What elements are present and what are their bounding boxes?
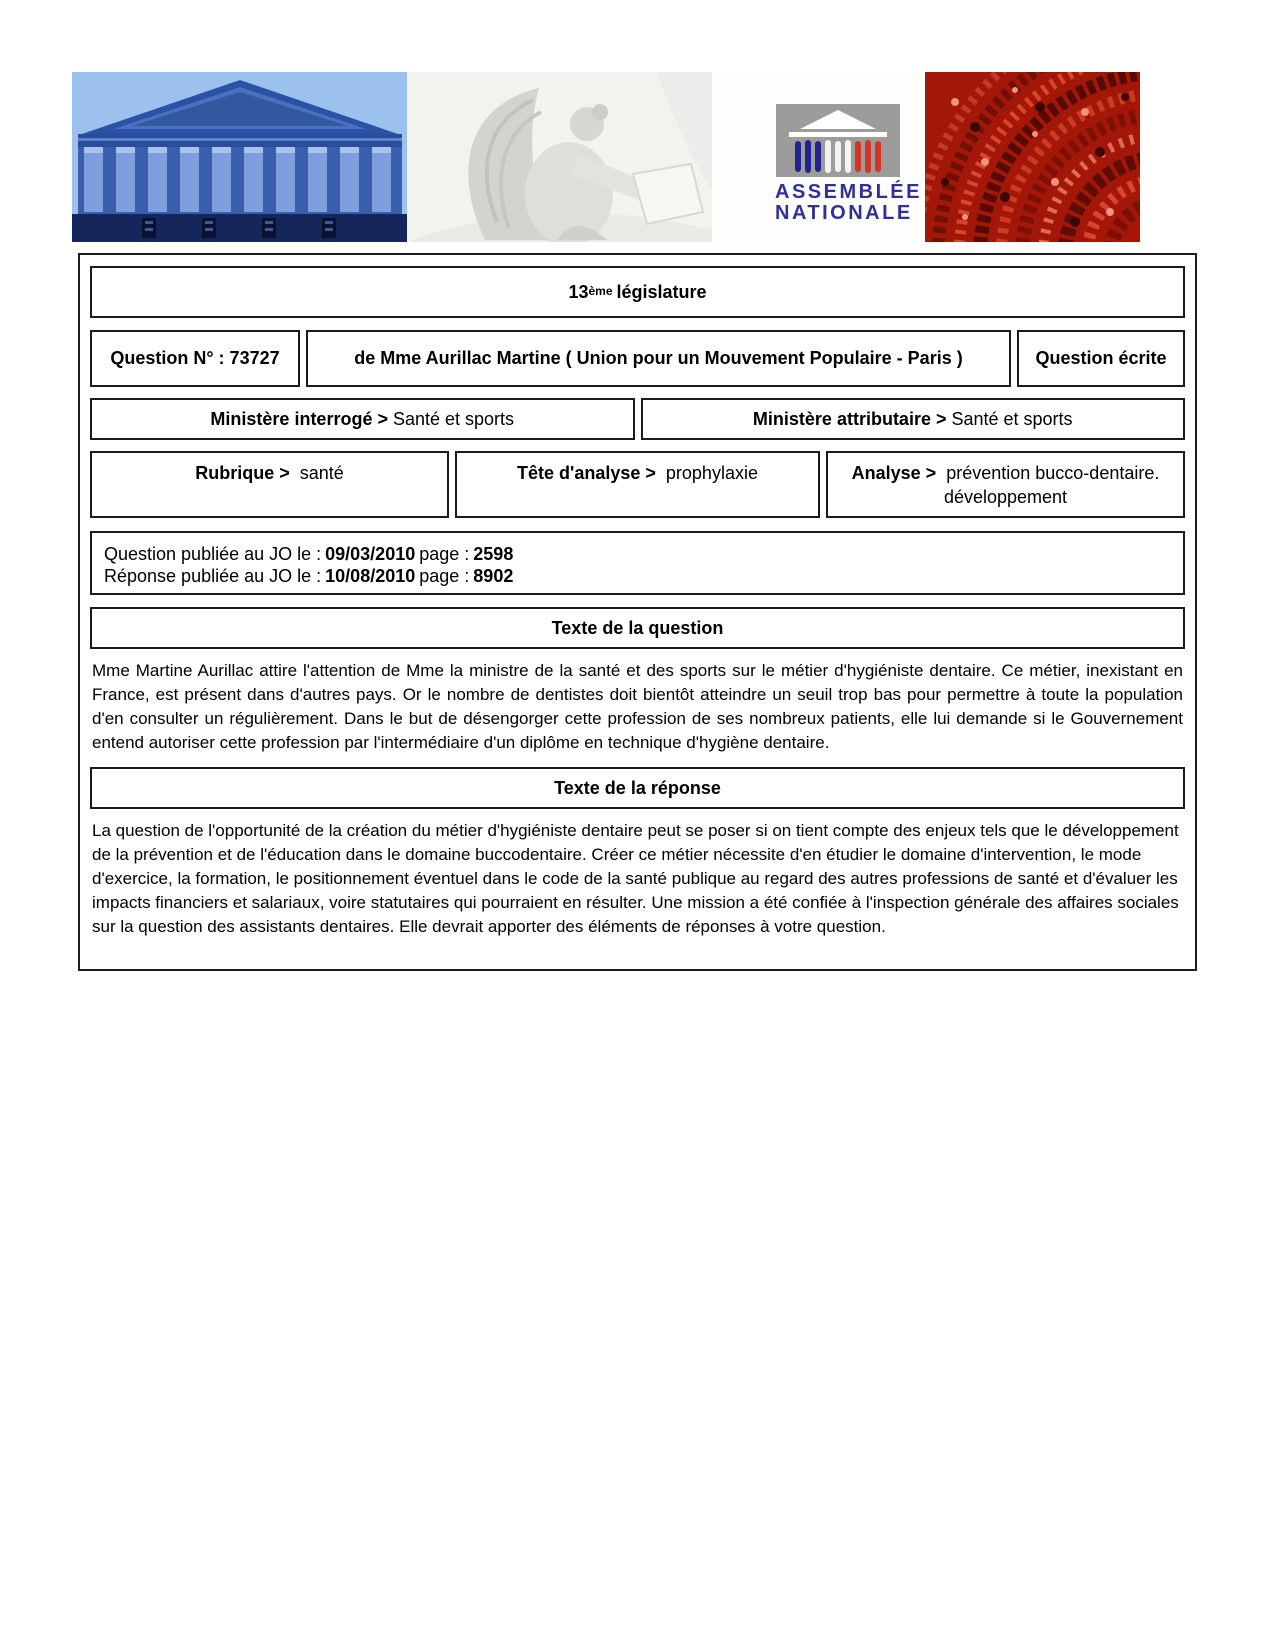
question-author: de Mme Aurillac Martine ( Union pour un Mouvement Populaire - Paris ): [306, 330, 1011, 387]
ministere-attributaire-label: Ministère attributaire >: [752, 408, 947, 429]
logo-zone: [712, 72, 925, 242]
tricolor-columns-icon: [776, 141, 900, 174]
question-publication-line: [104, 543, 1175, 565]
publication-box: [90, 531, 1185, 595]
legislature-header: [90, 266, 1185, 318]
statue-photo: [407, 72, 712, 242]
hemicycle-illustration: [925, 72, 1140, 242]
logo-line-1: ASSEMBLÉE: [775, 181, 922, 203]
ministere-attributaire-value: Santé et sports: [951, 408, 1073, 429]
ministere-attributaire: [641, 398, 1186, 440]
response-section-title: Texte de la réponse: [90, 767, 1185, 809]
classification-row: [90, 451, 1185, 518]
rubrique-value: santé: [299, 463, 344, 483]
legislature-label: législature: [616, 281, 707, 302]
response-page-number: 8902: [473, 566, 514, 586]
winged-statue-illustration: [407, 72, 712, 242]
response-text: La question de l'opportunité de la création du métier d'hygiéniste dentaire peut se poser si on tient compte des enjeux tels que le développement de la prévention et de l'éducation dans le domaine buccodentaire. Créer ce métier nécessite d'en étudier le domaine d'intervention, le mode d'exercice, la formation, le positionnement éventuel dans le code de la santé publique au regard des autres professions de santé et d'évaluer les impacts financiers et salariaux, voire statutaires qui pourraient en résulter. Une mission a été confiée à l'inspection générale des affaires sociales sur la question des assistants dentaires. Elle devrait apporter des éléments de réponses à votre question.: [92, 821, 1179, 936]
question-number: Question N° : 73727: [90, 330, 300, 387]
analyse-label: Analyse >: [851, 463, 937, 483]
response-publication-date: 10/08/2010: [325, 566, 416, 586]
question-page-label: page :: [419, 544, 470, 564]
assemblee-nationale-banner: [72, 72, 1140, 242]
question-publication-date: 09/03/2010: [325, 544, 416, 564]
pediment-icon: [800, 110, 876, 129]
legislature-number: 13: [568, 281, 589, 302]
hemicycle-photo: [925, 72, 1140, 242]
rubrique-cell: [90, 451, 449, 518]
response-publication-prefix: Réponse publiée au JO le :: [104, 566, 322, 586]
palais-bourbon-illustration: [72, 72, 407, 242]
analyse-value: prévention bucco-dentaire. développement: [943, 463, 1160, 507]
beam-icon: [789, 132, 887, 137]
statue-body: [525, 142, 613, 242]
assemblee-nationale-logo: [776, 104, 900, 177]
ministere-interroge: [90, 398, 635, 440]
question-page-number: 2598: [473, 544, 514, 564]
logo-wordmark: [775, 182, 925, 224]
tete-analyse-value: prophylaxie: [665, 463, 758, 483]
tete-analyse-cell: [455, 451, 820, 518]
analyse-cell: [826, 451, 1185, 518]
logo-line-2: NATIONALE: [775, 202, 913, 224]
ministries-row: [90, 398, 1185, 440]
response-publication-line: [104, 565, 1175, 587]
question-type: Question écrite: [1017, 330, 1185, 387]
legislature-ordinal-suffix: ème: [588, 284, 613, 298]
question-header-row: [90, 330, 1185, 387]
ministere-interroge-label: Ministère interrogé >: [210, 408, 388, 429]
question-section-title: Texte de la question: [90, 607, 1185, 649]
ministere-interroge-value: Santé et sports: [392, 408, 515, 429]
response-page-label: page :: [419, 566, 470, 586]
question-text: Mme Martine Aurillac attire l'attention de Mme la ministre de la santé et des sports sur le métier d'hygiéniste dentaire. Ce métier, inexistant en France, est présent dans d'autres pays. Or le nombre de dentistes doit bientôt atteindre un seuil trop bas pour permettre à toute la population d'en consulter un régulièrement. Dans le but de désengorger cette profession de ses nombreux patients, elle lui demande si le Gouvernement entend autoriser cette profession par l'intermédiaire d'un diplôme en technique d'hygiène dentaire.: [92, 661, 1183, 752]
tablet: [633, 164, 703, 224]
question-sheet: [78, 253, 1197, 971]
question-publication-prefix: Question publiée au JO le :: [104, 544, 322, 564]
tete-analyse-label: Tête d'analyse >: [517, 463, 656, 483]
palais-bourbon-photo: [72, 72, 407, 242]
rubrique-label: Rubrique >: [195, 463, 290, 483]
